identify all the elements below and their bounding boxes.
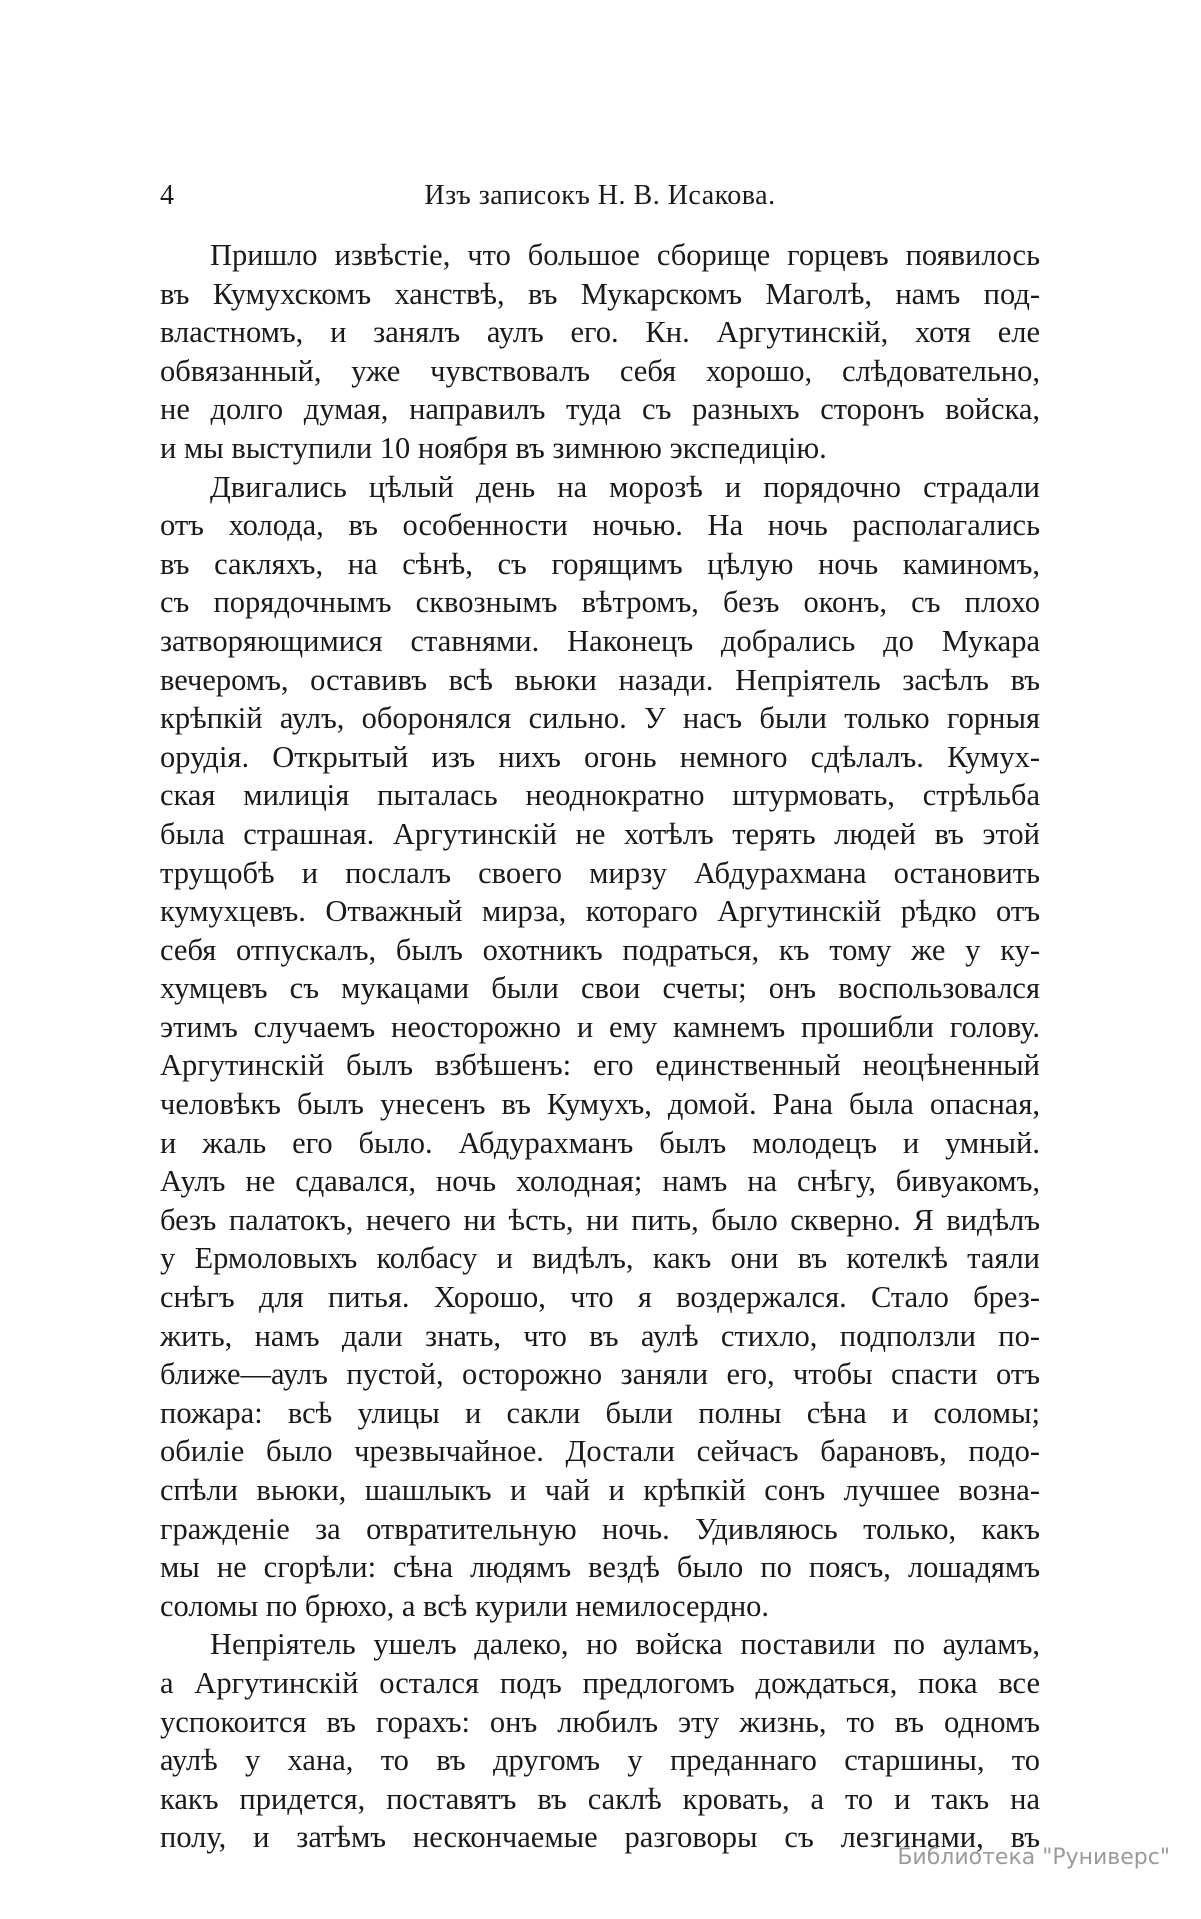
text-line: вечеромъ, оставивъ всѣ вьюки назади. Непріятель засѣлъ въ [160, 662, 1040, 697]
text-line: ская милиція пыталась неоднократно штурмовать, стрѣльба [160, 778, 1040, 813]
text-line: и жаль его было. Абдурахманъ былъ молодецъ и умный. [160, 1125, 1040, 1160]
text-line: ближе—аулъ пустой, осторожно заняли его, чтобы спасти отъ [160, 1357, 1040, 1392]
text-line: себя отпускалъ, былъ охотникъ подраться, къ тому же у ку- [160, 932, 1040, 967]
text-line: Аулъ не сдавался, ночь холодная; намъ на снѣгу, бивуакомъ, [160, 1164, 1040, 1199]
paragraph [160, 468, 1040, 1626]
text-line: въ сакляхъ, на сѣнѣ, съ горящимъ цѣлую ночь каминомъ, [160, 546, 1040, 581]
text-line: полу, и затѣмъ нескончаемые разговоры съ лезгинами, въ [160, 1820, 1040, 1855]
text-line: затворяющимися ставнями. Наконецъ добрались до Мукара [160, 623, 1040, 658]
text-line: у Ермоловыхъ колбасу и видѣлъ, какъ они въ котелкѣ таяли [160, 1241, 1040, 1276]
text-line: обвязанный, уже чувствовалъ себя хорошо, слѣдовательно, [160, 353, 1040, 388]
text-line: Пришло извѣстіе, что большое сборище горцевъ появилось [210, 238, 1040, 272]
text-line: аулѣ у хана, то въ другомъ у преданнаго старшины, то [160, 1743, 1040, 1778]
paragraph [160, 236, 1040, 468]
text-line: человѣкъ былъ унесенъ въ Кумухъ, домой. Рана была опасная, [160, 1087, 1040, 1122]
text-line: соломы по брюхо, а всѣ курили немилосердно. [160, 1588, 770, 1623]
text-line: снѣгъ для питья. Хорошо, что я воздержался. Стало брез- [160, 1280, 1040, 1315]
text-line: Непріятель ушелъ далеко, но войска поставили по ауламъ, [210, 1627, 1040, 1662]
page-number: 4 [160, 180, 174, 211]
text-line: обиліе было чрезвычайное. Достали сейчасъ барановъ, подо- [160, 1434, 1040, 1469]
text-line: какъ придется, поставятъ въ саклѣ кровать, а то и такъ на [160, 1781, 1040, 1816]
text-line: мы не сгорѣли: сѣна людямъ вездѣ было по поясъ, лошадямъ [160, 1550, 1040, 1585]
text-line: трущобѣ и послалъ своего мирзу Абдурахмана остановить [160, 855, 1040, 890]
text-line: съ порядочнымъ сквознымъ вѣтромъ, безъ оконъ, съ плохо [160, 585, 1040, 620]
text-line: властномъ, и занялъ аулъ его. Кн. Аргутинскій, хотя еле [160, 315, 1040, 350]
text-line: была страшная. Аргутинскій не хотѣлъ терять людей въ этой [160, 816, 1040, 851]
text-line: кумухцевъ. Отважный мирза, котораго Аргутинскій рѣдко отъ [160, 894, 1040, 929]
text-line: успокоится въ горахъ: онъ любилъ эту жизнь, то въ одномъ [160, 1704, 1040, 1739]
text-line: гражденіе за отвратительную ночь. Удивляюсь только, какъ [160, 1511, 1040, 1546]
body-text [160, 236, 1040, 1857]
text-line: отъ холода, въ особенности ночью. На ночь располагались [160, 508, 1040, 543]
text-line: въ Кумухскомъ ханствѣ, въ Мукарскомъ Маголѣ, намъ под- [160, 276, 1040, 311]
text-line: хумцевъ съ мукацами были свои счеты; онъ воспользовался [160, 971, 1040, 1006]
text-line: не долго думая, направилъ туда съ разныхъ сторонъ войска, [160, 392, 1040, 427]
text-line: пожара: всѣ улицы и сакли были полны сѣна и соломы; [160, 1395, 1040, 1430]
text-line: спѣли вьюки, шашлыкъ и чай и крѣпкій сонъ лучшее возна- [160, 1473, 1040, 1507]
page-header [160, 176, 1040, 216]
text-line: безъ палатокъ, нечего ни ѣсть, ни пить, было скверно. Я видѣлъ [160, 1202, 1040, 1237]
text-line: Двигались цѣлый день на морозѣ и порядочно страдали [210, 469, 1040, 504]
text-line: крѣпкій аулъ, оборонялся сильно. У насъ были только горныя [160, 701, 1040, 736]
text-line: жить, намъ дали знать, что въ аулѣ стихло, подползли по- [160, 1318, 1040, 1353]
running-title: Изъ записокъ Н. В. Исакова. [424, 180, 776, 211]
library-watermark: Библиотека "Руниверс" [897, 1845, 1170, 1870]
text-line: и мы выступили 10 ноября въ зимнюю экспедицію. [160, 430, 827, 465]
text-line: Аргутинскій былъ взбѣшенъ: его единственный неоцѣненный [160, 1048, 1040, 1083]
text-line: а Аргутинскій остался подъ предлогомъ дождаться, пока все [160, 1665, 1040, 1700]
text-line: орудія. Открытый изъ нихъ огонь немного сдѣлалъ. Кумух- [160, 739, 1040, 774]
paragraph [160, 1625, 1040, 1857]
text-line: этимъ случаемъ неосторожно и ему камнемъ прошибли голову. [160, 1009, 1040, 1044]
